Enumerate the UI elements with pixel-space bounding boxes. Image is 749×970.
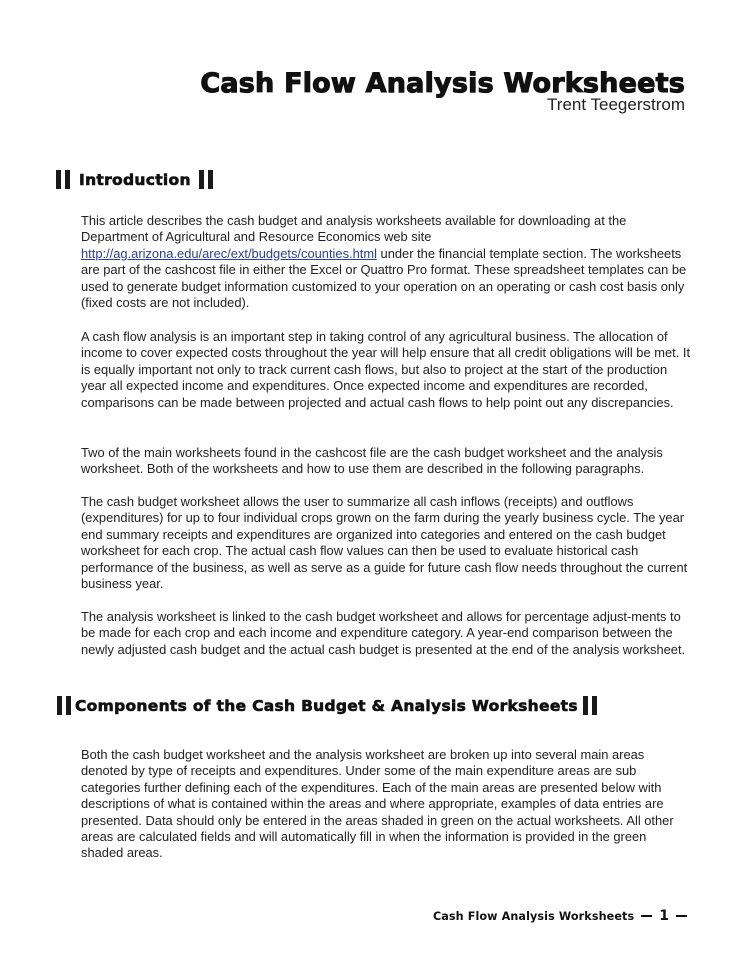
- page-number: 1: [659, 908, 669, 924]
- counties-budget-link[interactable]: http://ag.arizona.edu/arec/ext/budgets/counties.html: [81, 245, 377, 261]
- footer-dash-right: [676, 915, 687, 917]
- paragraph-intro-2: A cash flow analysis is an important step in taking control of any agricultural business. The allocation of income to cover expected costs throughout the year will help ensure that all credit obligations will be met. It is equally important not only to track current cash flows, but also to project at the start of the production year all expected income and expenditures. Once expected income and expenditures are recorded, comparisons can be made between projected and actual cash flows to help point out any discrepancies.: [81, 329, 691, 410]
- paragraph-intro-3: Two of the main worksheets found in the cashcost file are the cash budget worksheet and the analysis worksheet. Both of the worksheets and how to use them are described in the following paragraphs.: [81, 445, 663, 477]
- heading-bars-left-icon: [56, 170, 70, 189]
- section-heading-text: Components of the Cash Budget & Analysis Worksheets: [75, 696, 578, 715]
- document-author: Trent Teegerstrom: [547, 95, 685, 114]
- title-block: [200, 70, 685, 114]
- footer-title: Cash Flow Analysis Worksheets: [432, 909, 635, 923]
- paragraph-intro-5: The analysis worksheet is linked to the cash budget worksheet and allows for percentage adjust-ments to be made for each crop and each income and expenditure category. A year-end comparison between the newly adjusted cash budget and the actual cash budget is presented at the end of the analysis worksheet.: [81, 609, 686, 657]
- footer-dash-left: [641, 915, 652, 917]
- heading-bars-right-icon: [583, 696, 597, 715]
- section-heading-components: [57, 696, 597, 715]
- heading-bars-right-icon: [199, 170, 213, 189]
- paragraph-intro-4: The cash budget worksheet allows the user to summarize all cash inflows (receipts) and outflows (expenditures) for up to four individual crops grown on the farm during the yearly business cycle. The year end summary receipts and expenditures are organized into categories and entered on the cash budget worksheet for each crop. The actual cash flow values can then be used to evaluate historical cash performance of the business, as well as serve as a guide for future cash flow needs throughout the current business year.: [81, 494, 688, 592]
- section-heading-text: Introduction: [79, 170, 191, 189]
- paragraph-intro-1: This article describes the cash budget and analysis worksheets available for downloading at the Department of Agricultural and Resource Economics web site http://ag.arizona.edu/arec/ext/budgets/counties.html under the financial template section. The worksheets are part of the cashcost file in either the Excel or Quattro Pro format. These spreadsheet templates can be used to generate budget information customized to your operation on an operating or cash cost basis only (fixed costs are not included).: [81, 213, 687, 311]
- section-heading-introduction: [56, 170, 213, 189]
- heading-bars-left-icon: [57, 696, 71, 715]
- page-footer: [433, 908, 687, 924]
- paragraph-components-1: Both the cash budget worksheet and the analysis worksheet are broken up into several main areas denoted by type of receipts and expenditures. Under some of the main expenditure areas are sub categories further defining each of the expenditures. Each of the main areas are presented below with descriptions of what is contained within the areas and where appropriate, examples of data entries are presented. Data should only be entered in the areas shaded in green on the actual worksheets. All other areas are calculated fields and will automatically fill in when the information is provided in the green shaded areas.: [81, 747, 674, 861]
- document-title: Cash Flow Analysis Worksheets: [200, 68, 685, 99]
